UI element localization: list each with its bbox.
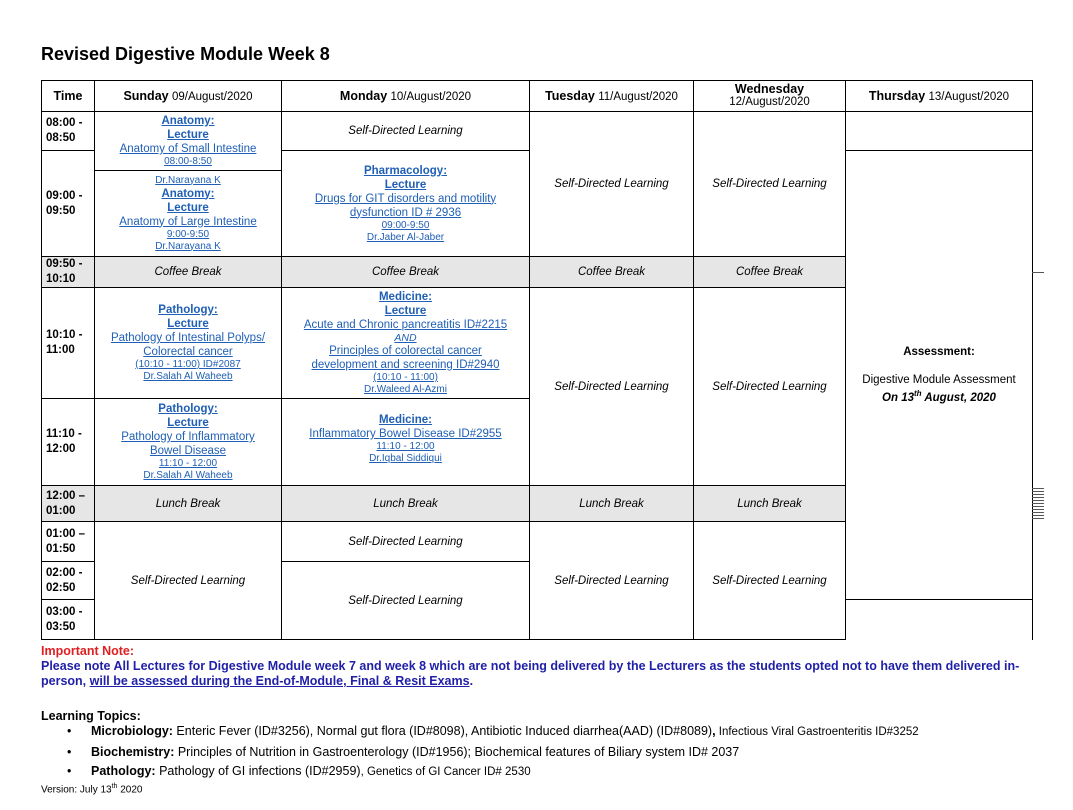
anatomy-small-intestine-lecture[interactable]: Anatomy: Lecture Anatomy of Small Intestine 08:00-8:50: [119, 115, 257, 167]
version-label: Version: July 13th 2020: [41, 783, 143, 796]
important-note-heading: Important Note:: [41, 644, 135, 658]
sunday-coffee-break: Coffee Break: [95, 257, 282, 288]
topic-pathology: • Pathology: Pathology of GI infections (ID#2959), Genetics of GI Cancer ID# 2530: [67, 764, 531, 778]
sunday-lunch-break: Lunch Break: [95, 486, 282, 522]
page-title: Revised Digestive Module Week 8: [41, 44, 330, 64]
thursday-empty-0800: [846, 112, 1033, 151]
time-cell: 03:00 - 03:50: [42, 600, 95, 640]
time-cell: 01:00 – 01:50: [42, 522, 95, 562]
topic-biochemistry: • Biochemistry: Principles of Nutrition in Gastroenterology (ID#1956); Biochemical features of Biliary system ID# 2037: [67, 744, 740, 759]
time-cell: 12:00 – 01:00: [42, 486, 95, 522]
learning-topics-heading: Learning Topics:: [41, 709, 141, 723]
assessment-line1: Digestive Module Assessment: [862, 374, 1016, 387]
monday-medicine-ibd-lecture[interactable]: Medicine: Inflammatory Bowel Disease ID#2955 11:10 - 12:00 Dr.Iqbal Siddiqui: [282, 399, 530, 486]
time-cell: 10:10 - 11:00: [42, 288, 95, 399]
tuesday-sdl-afternoon: Self-Directed Learning: [530, 522, 694, 640]
anatomy-large-intestine-lecture[interactable]: Dr.Narayana K Anatomy: Lecture Anatomy of Large Intestine 9:00-9:50 Dr.Narayana K: [95, 170, 281, 256]
edge-mark: [1032, 272, 1044, 273]
header-tuesday: Tuesday 11/August/2020: [530, 81, 694, 112]
assessment-note-link: will be assessed during the End-of-Module, Final & Resit Exams: [89, 674, 470, 688]
tuesday-sdl-morning: Self-Directed Learning: [530, 112, 694, 257]
monday-medicine-pancreatitis-lecture[interactable]: Medicine: Lecture Acute and Chronic pancreatitis ID#2215 AND Principles of colorectal cancer development and screening ID#2940 (10:10 - 11:00) Dr.Waleed Al-Azmi: [282, 288, 530, 399]
wednesday-lunch-break: Lunch Break: [694, 486, 846, 522]
assessment-date: On 13th August, 2020: [882, 389, 996, 404]
row-0800: [42, 112, 1033, 151]
header-row: [42, 81, 1033, 112]
schedule-table: [41, 80, 1033, 640]
header-wednesday: Wednesday 12/August/2020: [694, 81, 846, 112]
monday-pharmacology-lecture[interactable]: Pharmacology: Lecture Drugs for GIT disorders and motility dysfunction ID # 2936 09:00-9:50 Dr.Jaber Al-Jaber: [282, 151, 530, 257]
time-cell: 02:00 - 02:50: [42, 562, 95, 600]
assessment-title: Assessment:: [903, 346, 975, 359]
time-cell: 09:50 - 10:10: [42, 257, 95, 288]
sunday-pathology-polyps-lecture[interactable]: Pathology: Lecture Pathology of Intestinal Polyps/ Colorectal cancer (10:10 - 11:00) ID#2087 Dr.Salah Al Waheeb: [95, 288, 282, 399]
thursday-assessment-cell: [846, 151, 1033, 600]
monday-sdl-0200: Self-Directed Learning: [282, 562, 530, 640]
tuesday-coffee-break: Coffee Break: [530, 257, 694, 288]
monday-coffee-break: Coffee Break: [282, 257, 530, 288]
time-cell: 08:00 - 08:50: [42, 112, 95, 151]
time-cell: 09:00 - 09:50: [42, 151, 95, 257]
header-time: Time: [42, 81, 95, 112]
header-monday: Monday 10/August/2020: [282, 81, 530, 112]
edge-mark: [1032, 488, 1044, 520]
wednesday-sdl-morning: Self-Directed Learning: [694, 112, 846, 257]
tuesday-sdl-midday: Self-Directed Learning: [530, 288, 694, 486]
wednesday-coffee-break: Coffee Break: [694, 257, 846, 288]
monday-lunch-break: Lunch Break: [282, 486, 530, 522]
tuesday-lunch-break: Lunch Break: [530, 486, 694, 522]
header-thursday: Thursday 13/August/2020: [846, 81, 1033, 112]
monday-sdl-0100: Self-Directed Learning: [282, 522, 530, 562]
sunday-pathology-ibd-lecture[interactable]: Pathology: Lecture Pathology of Inflammatory Bowel Disease 11:10 - 12:00 Dr.Salah Al Waheeb: [95, 399, 282, 486]
sunday-anatomy-cell: [95, 112, 282, 257]
learning-topics-list: [41, 722, 1073, 783]
important-note-text: Please note All Lectures for Digestive Module week 7 and week 8 which are not being delivered by the Lecturers as the students opted not to have them delivered in-person, will be assessed during the End-of-Module, Final & Resit Exams.: [41, 659, 1020, 688]
wednesday-sdl-afternoon: Self-Directed Learning: [694, 522, 846, 640]
topic-microbiology: • Microbiology: Enteric Fever (ID#3256), Normal gut flora (ID#8098), Antibiotic Induced diarrhea(AAD) (ID#8089), Infectious Viral Gastroenteritis ID#3252: [67, 724, 919, 738]
time-cell: 11:10 - 12:00: [42, 399, 95, 486]
monday-sdl-0800: Self-Directed Learning: [282, 112, 530, 151]
header-sunday: Sunday 09/August/2020: [95, 81, 282, 112]
wednesday-sdl-midday: Self-Directed Learning: [694, 288, 846, 486]
sunday-sdl-afternoon: Self-Directed Learning: [95, 522, 282, 640]
